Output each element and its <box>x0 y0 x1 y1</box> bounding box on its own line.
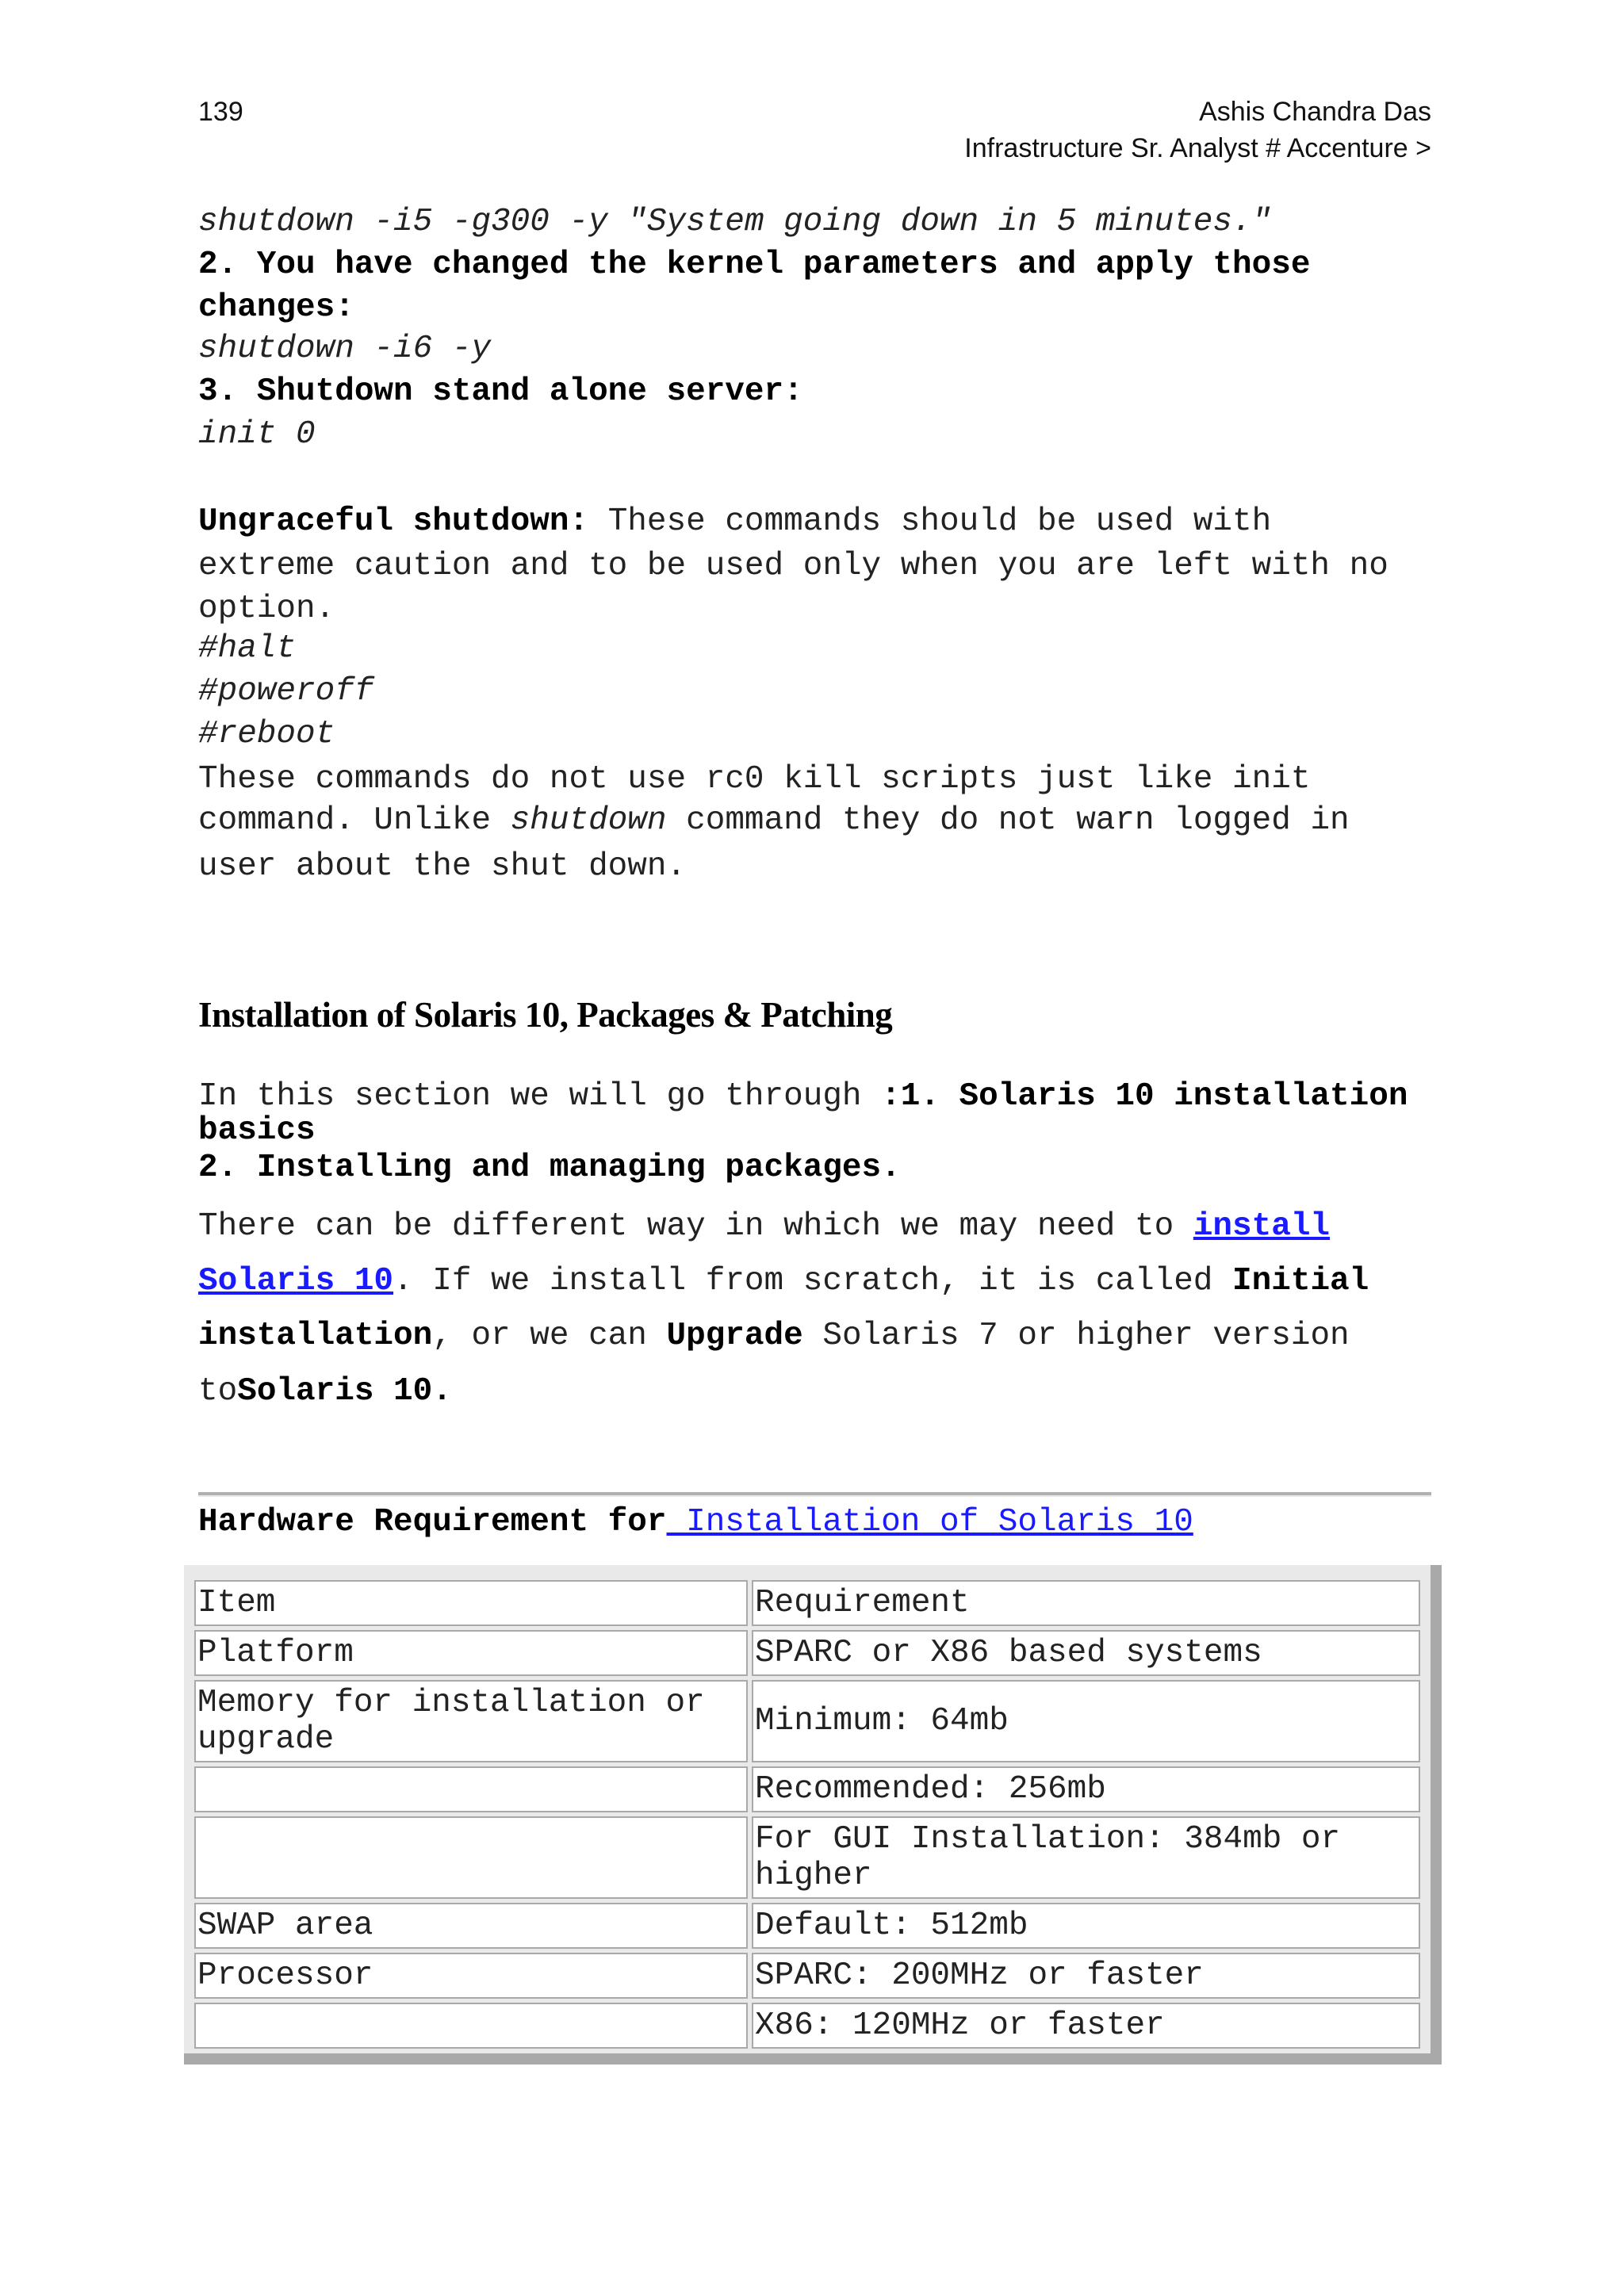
section-heading: Installation of Solaris 10, Packages & Patching <box>198 995 893 1035</box>
command-reboot: #reboot <box>198 716 335 752</box>
author-role: Infrastructure Sr. Analyst # Accenture > <box>964 133 1431 163</box>
intro-text: In this section we will go through <box>198 1078 882 1115</box>
initial-term: Initial <box>1232 1263 1369 1299</box>
table-cell-item: Processor <box>194 1953 748 1999</box>
table-cell-requirement: Recommended: 256mb <box>752 1766 1420 1812</box>
table-row <box>194 1630 1420 1676</box>
hardware-table-frame <box>184 1565 1442 2064</box>
hardware-table <box>190 1576 1424 2053</box>
ungraceful-paragraph-line1 <box>198 502 1271 541</box>
table-row <box>194 1680 1420 1762</box>
note-line1: These commands do not use rc0 kill scripts just like init <box>198 761 1311 798</box>
install-paragraph-line1 <box>198 1207 1330 1246</box>
intro-item-2: 2. Installing and managing packages. <box>198 1150 901 1186</box>
hardware-title <box>198 1502 1193 1542</box>
table-header-requirement: Requirement <box>752 1580 1420 1626</box>
intro-line2: basics <box>198 1112 316 1149</box>
install-paragraph-line4 <box>198 1372 452 1411</box>
table-cell-item: Memory for installation or upgrade <box>194 1680 748 1762</box>
step-2-title-cont: changes: <box>198 289 354 326</box>
note-line3: user about the shut down. <box>198 848 687 885</box>
table-cell-item <box>194 1816 748 1899</box>
table-cell-item <box>194 2003 748 2049</box>
table-row <box>194 1766 1420 1812</box>
command-init-0: init 0 <box>198 416 316 453</box>
note-shutdown-word: shutdown <box>510 802 667 839</box>
note-line2 <box>198 801 1350 840</box>
command-poweroff: #poweroff <box>198 673 374 710</box>
install-link[interactable]: install <box>1193 1208 1331 1245</box>
table-cell-requirement: For GUI Installation: 384mb or higher <box>752 1816 1420 1899</box>
intro-line1 <box>198 1077 1408 1116</box>
upgrade-term: Upgrade <box>666 1318 803 1354</box>
table-cell-requirement: X86: 120MHz or faster <box>752 2003 1420 2049</box>
table-header-item: Item <box>194 1580 748 1626</box>
ungraceful-text: These commands should be used with <box>588 503 1272 540</box>
install-text-2: . If we install from scratch, it is called <box>393 1263 1233 1299</box>
hardware-title-link[interactable]: Installation of Solaris 10 <box>666 1504 1193 1540</box>
table-cell-item: SWAP area <box>194 1903 748 1949</box>
hardware-title-text: Hardware Requirement for <box>198 1504 667 1540</box>
table-row <box>194 1816 1420 1899</box>
ungraceful-paragraph-line2: extreme caution and to be used only when you are left with no <box>198 548 1388 584</box>
solaris-10-link[interactable]: Solaris 10 <box>198 1263 394 1299</box>
table-cell-item: Platform <box>194 1630 748 1676</box>
install-paragraph-line2 <box>198 1261 1369 1301</box>
ungraceful-paragraph-line3: option. <box>198 591 335 627</box>
table-row <box>194 1580 1420 1626</box>
ungraceful-label: Ungraceful shutdown: <box>198 503 589 540</box>
table-cell-requirement: Minimum: 64mb <box>752 1680 1420 1762</box>
intro-item-1: :1. Solaris 10 installation <box>881 1078 1408 1115</box>
author-name: Ashis Chandra Das <box>1199 97 1431 127</box>
table-row <box>194 2003 1420 2049</box>
table-cell-requirement: SPARC: 200MHz or faster <box>752 1953 1420 1999</box>
command-shutdown-i5: shutdown -i5 -g300 -y "System going down in 5 minutes." <box>198 204 1272 240</box>
command-shutdown-i6: shutdown -i6 -y <box>198 331 492 367</box>
note-text: command. Unlike <box>198 802 511 839</box>
step-2-title: 2. You have changed the kernel parameters and apply those <box>198 247 1311 283</box>
install-text-4: Solaris 7 or higher version <box>802 1318 1350 1354</box>
table-cell-item <box>194 1766 748 1812</box>
install-paragraph-line3 <box>198 1316 1350 1356</box>
table-cell-requirement: SPARC or X86 based systems <box>752 1630 1420 1676</box>
table-row <box>194 1953 1420 1999</box>
table-cell-requirement: Default: 512mb <box>752 1903 1420 1949</box>
table-row <box>194 1903 1420 1949</box>
solaris-10-term: Solaris 10. <box>237 1373 452 1410</box>
page-number: 139 <box>198 97 243 127</box>
install-text-3: , or we can <box>432 1318 667 1354</box>
command-halt: #halt <box>198 630 297 667</box>
horizontal-rule <box>198 1492 1431 1497</box>
note-text-cont: command they do not warn logged in <box>666 802 1350 839</box>
install-text-5: to <box>198 1373 238 1410</box>
install-text: There can be different way in which we may need to <box>198 1208 1193 1245</box>
step-3-title: 3. Shutdown stand alone server: <box>198 373 803 410</box>
installation-term: installation <box>198 1318 433 1354</box>
